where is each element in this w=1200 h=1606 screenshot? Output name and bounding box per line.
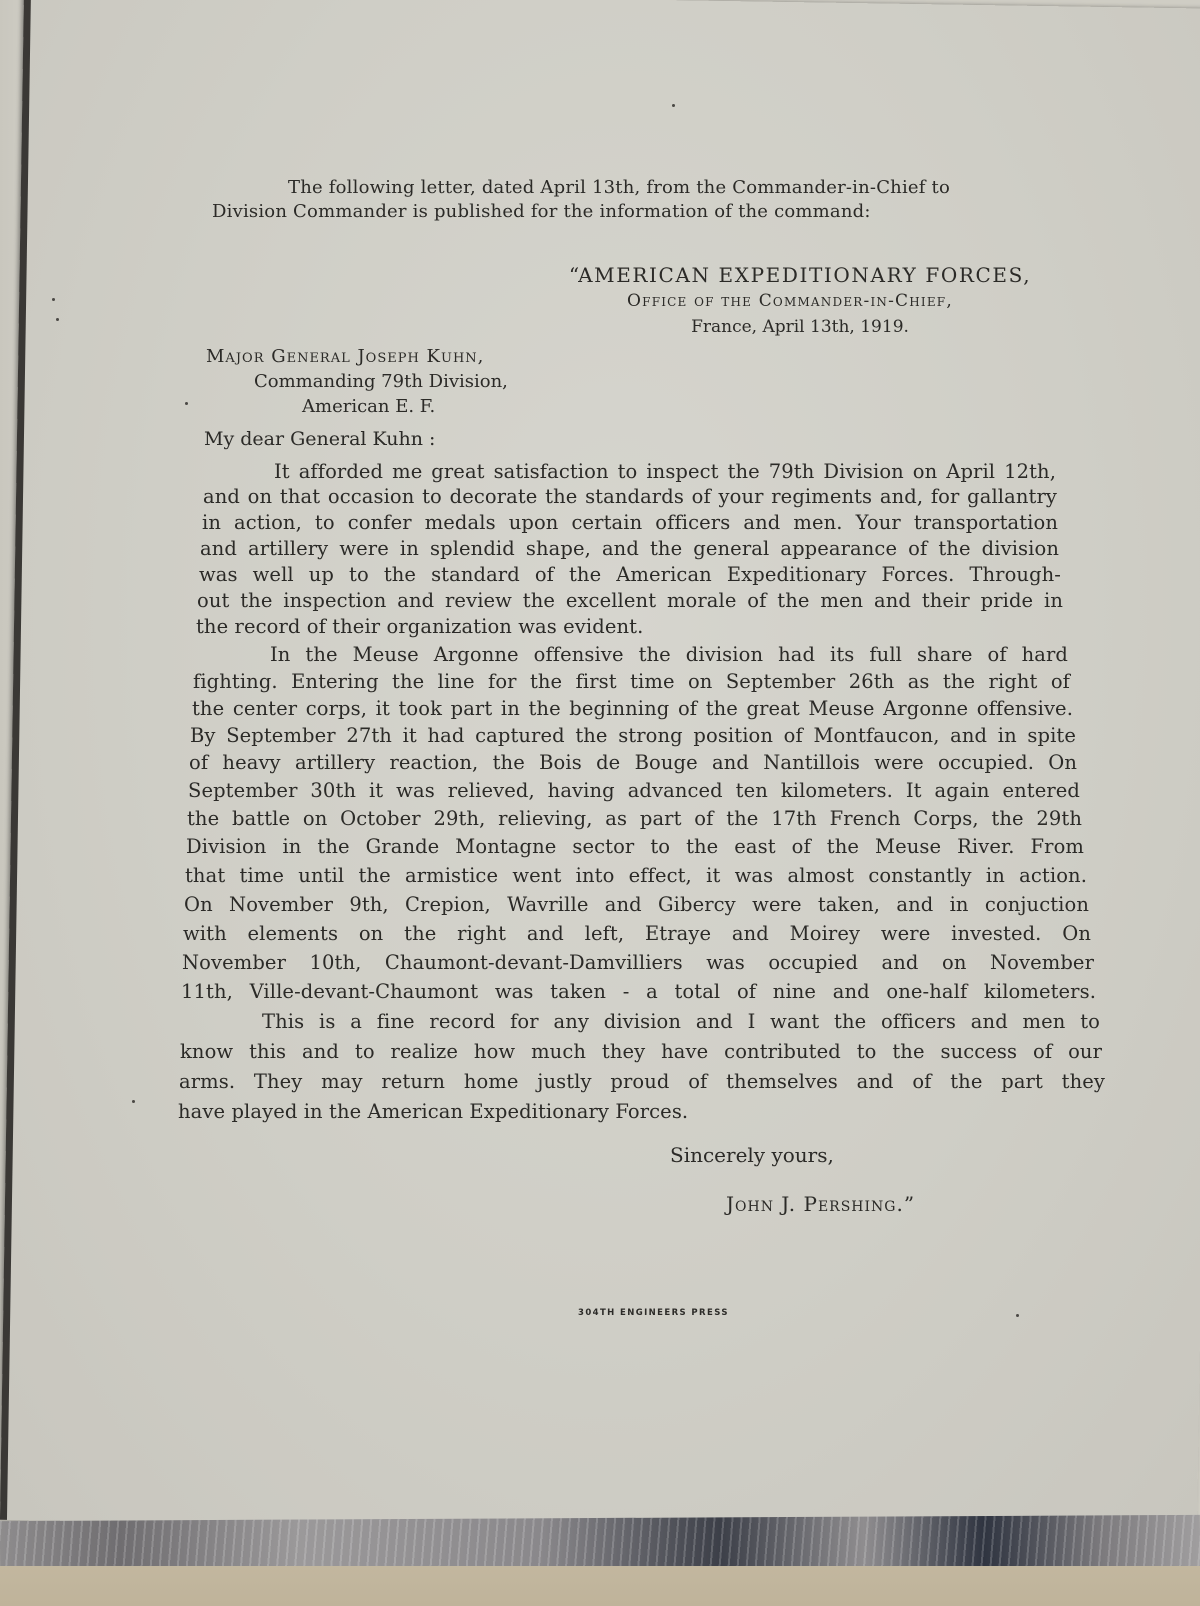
addressee-name: Major General Joseph Kuhn, [206, 346, 485, 367]
paper-speck [672, 104, 675, 107]
paper-speck [56, 318, 59, 321]
letter-date: France, April 13th, 1919. [691, 317, 909, 337]
body-line: and artillery were in splendid shape, and the general appearance of the division [200, 537, 1059, 560]
body-line: On November 9th, Crepion, Wavrille and Gibercy were taken, and in conjuction [184, 893, 1089, 916]
intro-note [212, 176, 1052, 224]
table-edge [0, 1566, 1200, 1606]
closing: Sincerely yours, [670, 1143, 834, 1167]
office-name: Office of the Commander-in-Chief, [627, 291, 953, 311]
body-line: know this and to realize how much they have contributed to the success of our [180, 1040, 1102, 1063]
body-line: of heavy artillery reaction, the Bois de Bouge and Nantillois were occupied. On [189, 751, 1077, 774]
intro-line-1: The following letter, dated April 13th, from the Commander-in-Chief to [288, 177, 951, 198]
body-line: have played in the American Expeditionary Forces. [178, 1100, 689, 1123]
body-line: Division in the Grande Montagne sector to the east of the Meuse River. From [186, 835, 1084, 858]
signature: John J. Pershing.” [726, 1192, 916, 1216]
body-line: the battle on October 29th, relieving, as part of the 17th French Corps, the 29th [187, 807, 1082, 830]
body-line: the record of their organization was evident. [196, 615, 644, 638]
body-line: This is a fine record for any division and I want the officers and men to [262, 1010, 1100, 1033]
body-line: September 30th it was relieved, having advanced ten kilometers. It again entered [188, 779, 1080, 802]
body-line: that time until the armistice went into effect, it was almost constantly in action. [185, 864, 1087, 887]
body-line: the center corps, it took part in the beginning of the great Meuse Argonne offensive. [192, 697, 1073, 720]
body-line: and on that occasion to decorate the standards of your regiments and, for gallantry [203, 485, 1057, 508]
addressee-unit: American E. F. [302, 396, 436, 417]
body-line: was well up to the standard of the American Expeditionary Forces. Through- [199, 563, 1061, 586]
addressee-block [206, 344, 508, 419]
paper-speck [52, 298, 55, 301]
body-line: It afforded me great satisfaction to inspect the 79th Division on April 12th, [274, 460, 1056, 483]
body-line: arms. They may return home justly proud of themselves and of the part they [179, 1070, 1105, 1093]
printer-mark: 304TH ENGINEERS PRESS [578, 1308, 729, 1318]
paper-speck [185, 402, 188, 405]
body-line: out the inspection and review the excellent morale of the men and their pride in [197, 589, 1063, 612]
body-line: November 10th, Chaumont-devant-Damvilliers was occupied and on November [182, 951, 1094, 974]
body-line: fighting. Entering the line for the first time on September 26th as the right of [193, 670, 1070, 693]
organization-name: “AMERICAN EXPEDITIONARY FORCES, [568, 263, 1032, 287]
body-line: with elements on the right and left, Etraye and Moirey were invested. On [183, 922, 1091, 945]
body-line: in action, to confer medals upon certain officers and men. Your transportation [202, 511, 1058, 534]
salutation: My dear General Kuhn : [204, 428, 436, 450]
body-line: In the Meuse Argonne offensive the division had its full share of hard [270, 643, 1068, 666]
addressee-command: Commanding 79th Division, [254, 371, 508, 392]
paper-speck [1016, 1314, 1019, 1317]
intro-line-2: Division Commander is published for the information of the command: [212, 201, 871, 222]
letterhead [500, 262, 1060, 340]
paper-speck [132, 1100, 135, 1103]
marble-surface [0, 1515, 1200, 1573]
body-line: 11th, Ville-devant-Chaumont was taken - a total of nine and one-half kilometers. [181, 980, 1096, 1003]
body-line: By September 27th it had captured the strong position of Montfaucon, and in spite [190, 724, 1076, 747]
